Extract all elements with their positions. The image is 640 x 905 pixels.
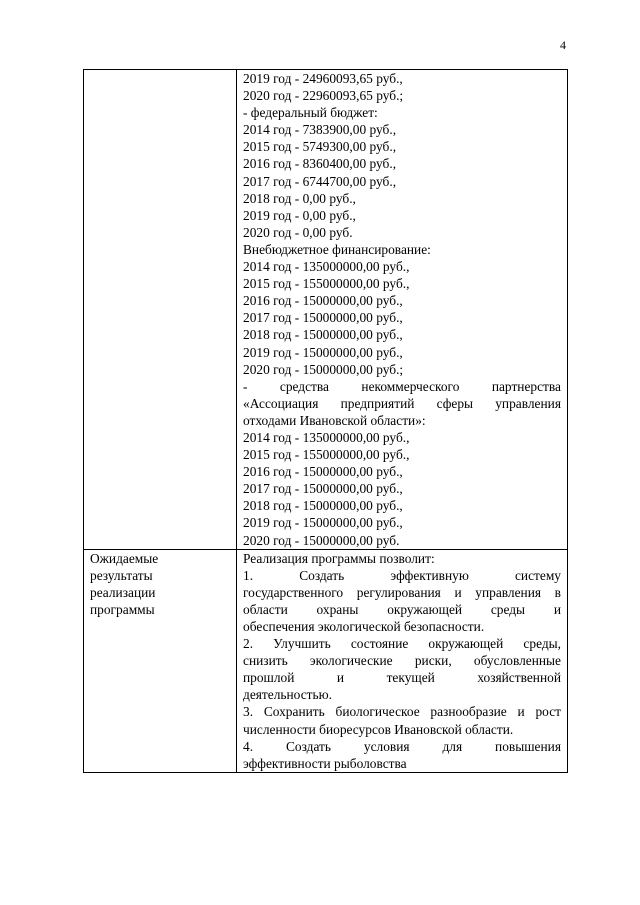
result-item-line: государственного регулирования и управления в	[243, 584, 561, 600]
expected-results-cell	[237, 549, 568, 772]
financing-line: 2014 год - 135000000,00 руб.,	[243, 429, 410, 445]
financing-line: 2019 год - 15000000,00 руб.,	[243, 515, 403, 531]
financing-line: 2017 год - 6744700,00 руб.,	[243, 173, 397, 189]
financing-line: 2016 год - 15000000,00 руб.,	[243, 464, 403, 480]
result-item-line: снизить экологические риски, обусловленные	[243, 653, 561, 669]
program-passport-table	[83, 69, 568, 773]
page-number: 4	[560, 38, 566, 52]
financing-line: 2019 год - 0,00 руб.,	[243, 207, 356, 223]
result-item-line: эффективности рыболовства	[243, 755, 407, 771]
financing-line: 2020 год - 22960093,65 руб.;	[243, 88, 404, 104]
financing-line: 2020 год - 15000000,00 руб.	[243, 532, 400, 548]
financing-line: 2017 год - 15000000,00 руб.,	[243, 310, 403, 326]
financing-line: 2019 год - 15000000,00 руб.,	[243, 344, 403, 360]
partnership-line: - средства некоммерческого партнерства	[243, 378, 561, 394]
table-row-expected-results	[84, 549, 568, 772]
financing-line: 2015 год - 155000000,00 руб.,	[243, 276, 410, 292]
financing-line: 2020 год - 0,00 руб.	[243, 224, 353, 240]
result-item	[243, 703, 561, 737]
financing-line: 2014 год - 7383900,00 руб.,	[243, 122, 397, 138]
row-label-line: Ожидаемые	[90, 550, 159, 566]
result-item-line: 1. Создать эффективную систему	[243, 567, 561, 583]
result-item-line: 2. Улучшить состояние окружающей среды,	[243, 636, 561, 652]
financing-line: 2018 год - 15000000,00 руб.,	[243, 327, 403, 343]
table-row-financing	[84, 70, 568, 550]
row-label-empty	[84, 70, 237, 550]
row-label-line: программы	[90, 601, 155, 617]
financing-line: 2016 год - 15000000,00 руб.,	[243, 293, 403, 309]
financing-line: 2018 год - 0,00 руб.,	[243, 190, 356, 206]
financing-cell	[237, 70, 568, 550]
result-item	[243, 567, 561, 635]
financing-line: 2018 год - 15000000,00 руб.,	[243, 498, 403, 514]
result-item-line: 4. Создать условия для повышения	[243, 738, 561, 754]
financing-line: 2020 год - 15000000,00 руб.;	[243, 361, 404, 377]
financing-line: 2015 год - 5749300,00 руб.,	[243, 139, 397, 155]
result-item-line: деятельностью.	[243, 687, 332, 703]
result-item-line: области охраны окружающей среды и	[243, 601, 561, 617]
row-label-line: реализации	[90, 584, 156, 600]
result-item-line: 3. Сохранить биологическое разнообразие и рост	[243, 704, 561, 720]
financing-line: 2017 год - 15000000,00 руб.,	[243, 481, 403, 497]
result-item	[243, 635, 561, 703]
result-item	[243, 738, 561, 772]
results-intro: Реализация программы позволит:	[243, 550, 435, 566]
expected-results-label	[84, 549, 237, 772]
financing-line: Внебюджетное финансирование:	[243, 241, 431, 257]
partnership-line: «Ассоциация предприятий сферы управления	[243, 395, 561, 411]
financing-line: 2015 год - 155000000,00 руб.,	[243, 447, 410, 463]
financing-line: 2014 год - 135000000,00 руб.,	[243, 259, 410, 275]
financing-line: 2016 год - 8360400,00 руб.,	[243, 156, 397, 172]
row-label-line: результаты	[90, 567, 153, 583]
result-item-line: прошлой и текущей хозяйственной	[243, 670, 561, 686]
result-item-line: обеспечения экологической безопасности.	[243, 619, 485, 634]
partnership-line: отходами Ивановской области»:	[243, 412, 426, 428]
financing-line: 2019 год - 24960093,65 руб.,	[243, 71, 403, 86]
result-item-line: численности биоресурсов Ивановской области.	[243, 721, 514, 737]
financing-line: - федеральный бюджет:	[243, 105, 378, 121]
